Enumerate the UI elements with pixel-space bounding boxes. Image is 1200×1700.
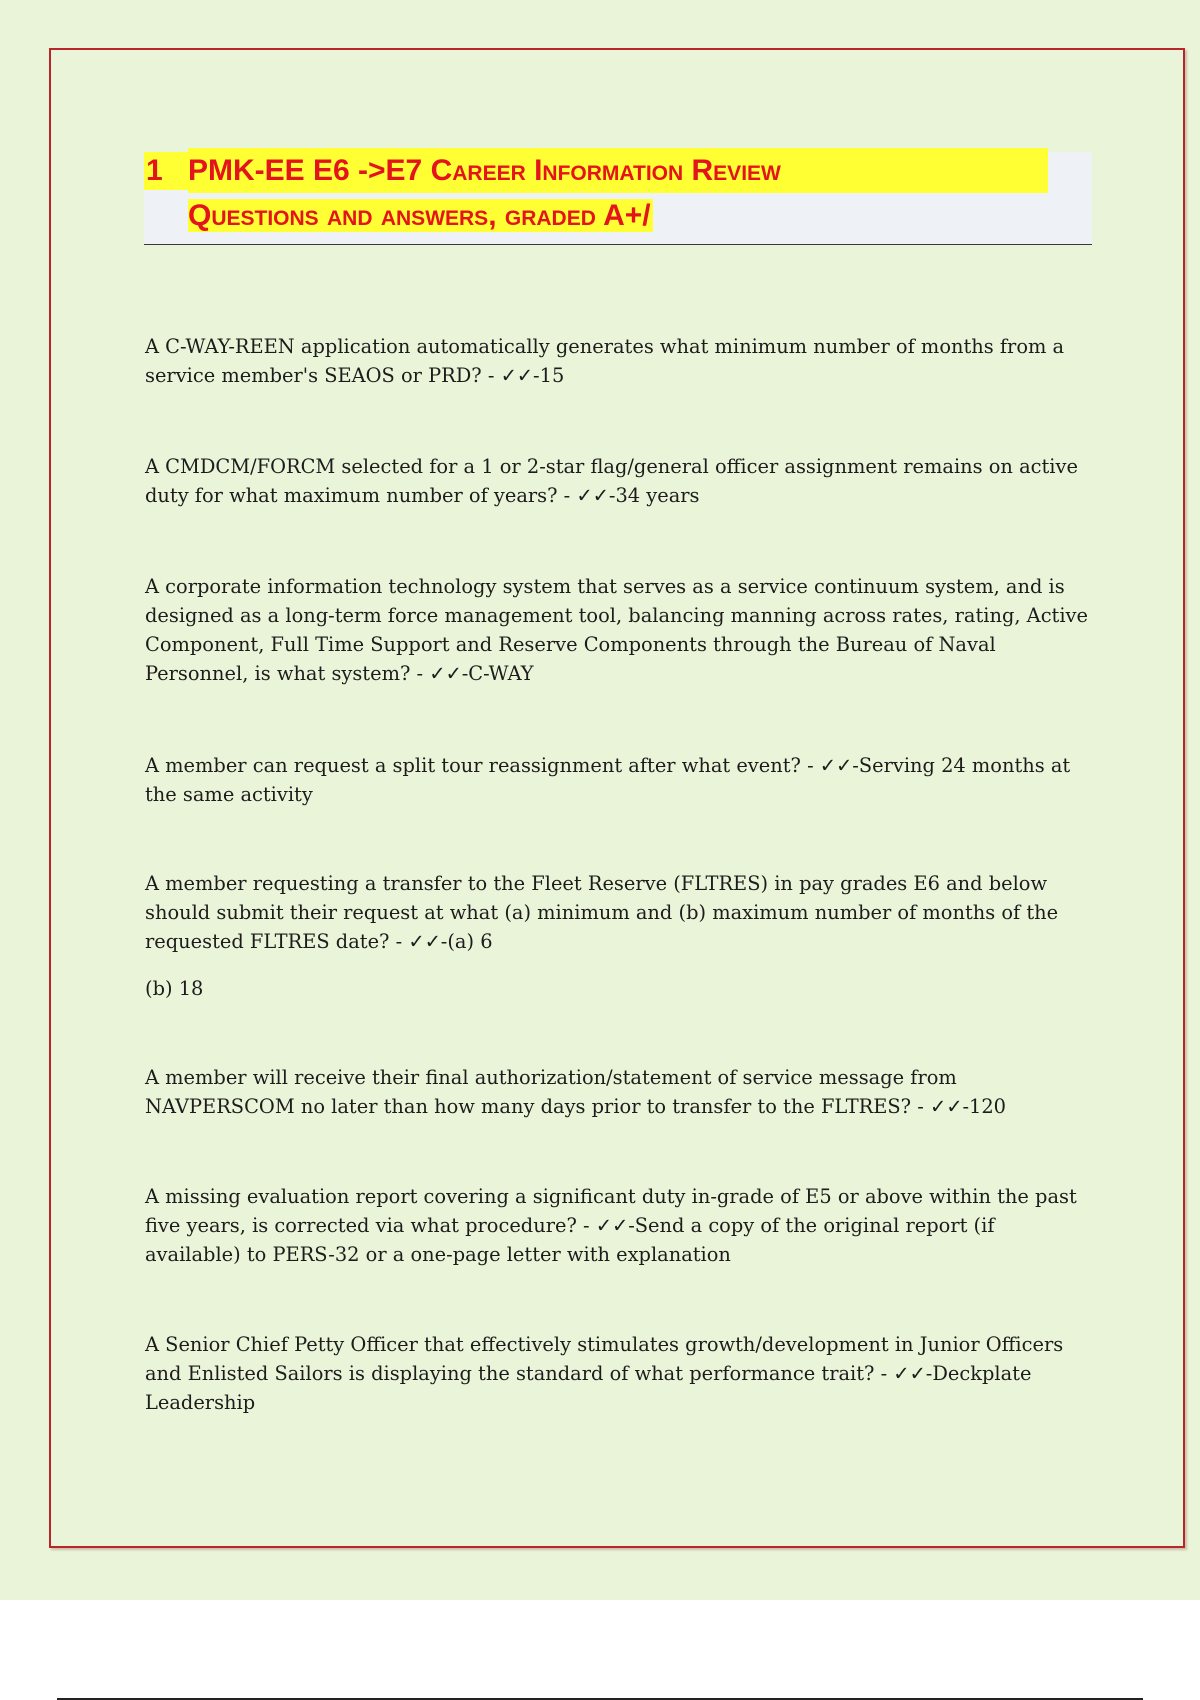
heading-line-2: Questions and answers, graded A+/	[188, 199, 651, 232]
qa-item: A C-WAY-REEN application automatically generates what minimum number of months from a service member's SEAOS or PRD? - ✓✓-15	[145, 335, 1065, 387]
qa-item: A member will receive their final authorization/statement of service message from NAVPERSCOM no later than how many days prior to transfer to the FLTRES? - ✓✓-120	[145, 1066, 1007, 1118]
qa-item: A missing evaluation report covering a significant duty in-grade of E5 or above within the past five years, is corrected via what procedure? - ✓✓-Send a copy of the original report (if available) to PERS-32 or a one-page letter with explanation	[145, 1185, 1077, 1266]
qa-item: A Senior Chief Petty Officer that effectively stimulates growth/development in Junior Officers and Enlisted Sailors is displaying the standard of what performance trait? - ✓✓-Deckplate Leadership	[145, 1333, 1064, 1414]
qa-item-continuation: (b) 18	[145, 977, 204, 1000]
qa-item: A member requesting a transfer to the Fleet Reserve (FLTRES) in pay grades E6 and below should submit their request at what (a) minimum and (b) maximum number of months of the requested FLTRES date? - ✓✓-(a) 6	[145, 872, 1059, 953]
heading-line-1: PMK-EE E6 ->E7 Career Information Review	[188, 154, 781, 187]
qa-item: A member can request a split tour reassignment after what event? - ✓✓-Serving 24 months at the same activity	[145, 754, 1071, 806]
document-heading	[144, 152, 1092, 245]
qa-item: A CMDCM/FORCM selected for a 1 or 2-star flag/general officer assignment remains on active duty for what maximum number of years? - ✓✓-34 years	[145, 455, 1078, 507]
heading-number: 1	[144, 152, 190, 190]
heading-title	[188, 152, 1048, 238]
qa-item: A corporate information technology system that serves as a service continuum system, and is designed as a long-term force management tool, balancing manning across rates, rating, Active Component, Full Time Support and Reserve Components through the Bureau of Naval Personnel, is what system? - ✓✓-C-WAY	[145, 575, 1088, 685]
